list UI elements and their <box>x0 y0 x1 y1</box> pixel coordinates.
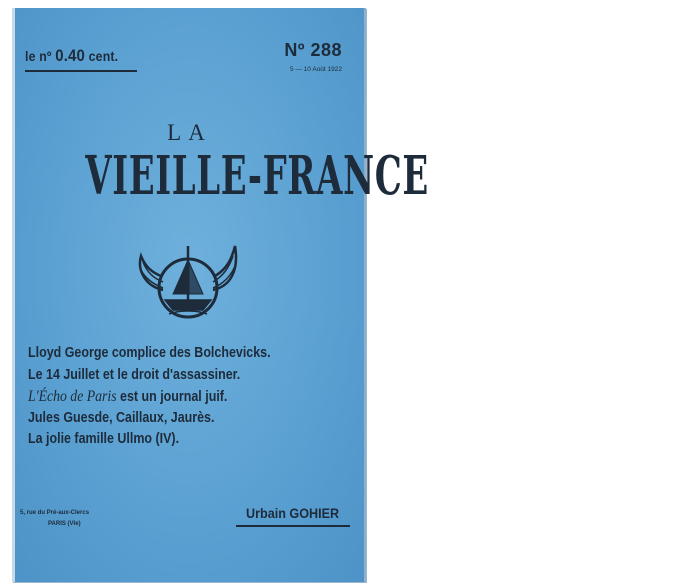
issue-date: 5 — 10 Août 1922 <box>289 66 342 73</box>
author-name: Urbain GOHIER <box>246 505 340 521</box>
price-label <box>25 46 118 66</box>
contents-list <box>28 345 358 453</box>
contents-item: Jules Guesde, Caillaux, Jaurès. <box>28 409 215 426</box>
publisher-address <box>20 508 89 530</box>
price-prefix: le nº <box>25 48 52 64</box>
contents-item: Lloyd George complice des Bolchevicks. <box>28 345 271 361</box>
address-line: PARIS (VIe) <box>48 521 81 527</box>
price-underline <box>25 70 137 72</box>
contents-item-rest: est un journal juif. <box>116 389 228 405</box>
price-suffix: cent. <box>88 48 119 64</box>
contents-item-italic: L'Écho de Paris <box>28 388 117 405</box>
issue-number: Nº 288 <box>284 40 342 60</box>
price-value: 0.40 <box>55 46 86 65</box>
magazine-cover <box>12 8 429 582</box>
address-line: 5, rue du Pré-aux-Clercs <box>20 510 90 516</box>
author-underline <box>236 525 350 527</box>
winged-ship-emblem-icon <box>133 232 243 328</box>
page-title: VIEILLE-FRANCE <box>85 145 429 207</box>
title-article: LA <box>167 120 212 145</box>
contents-item <box>28 388 312 410</box>
contents-item: Le 14 Juillet et le droit d'assassiner. <box>28 366 241 383</box>
contents-item: La jolie famille Ullmo (IV). <box>28 431 180 447</box>
